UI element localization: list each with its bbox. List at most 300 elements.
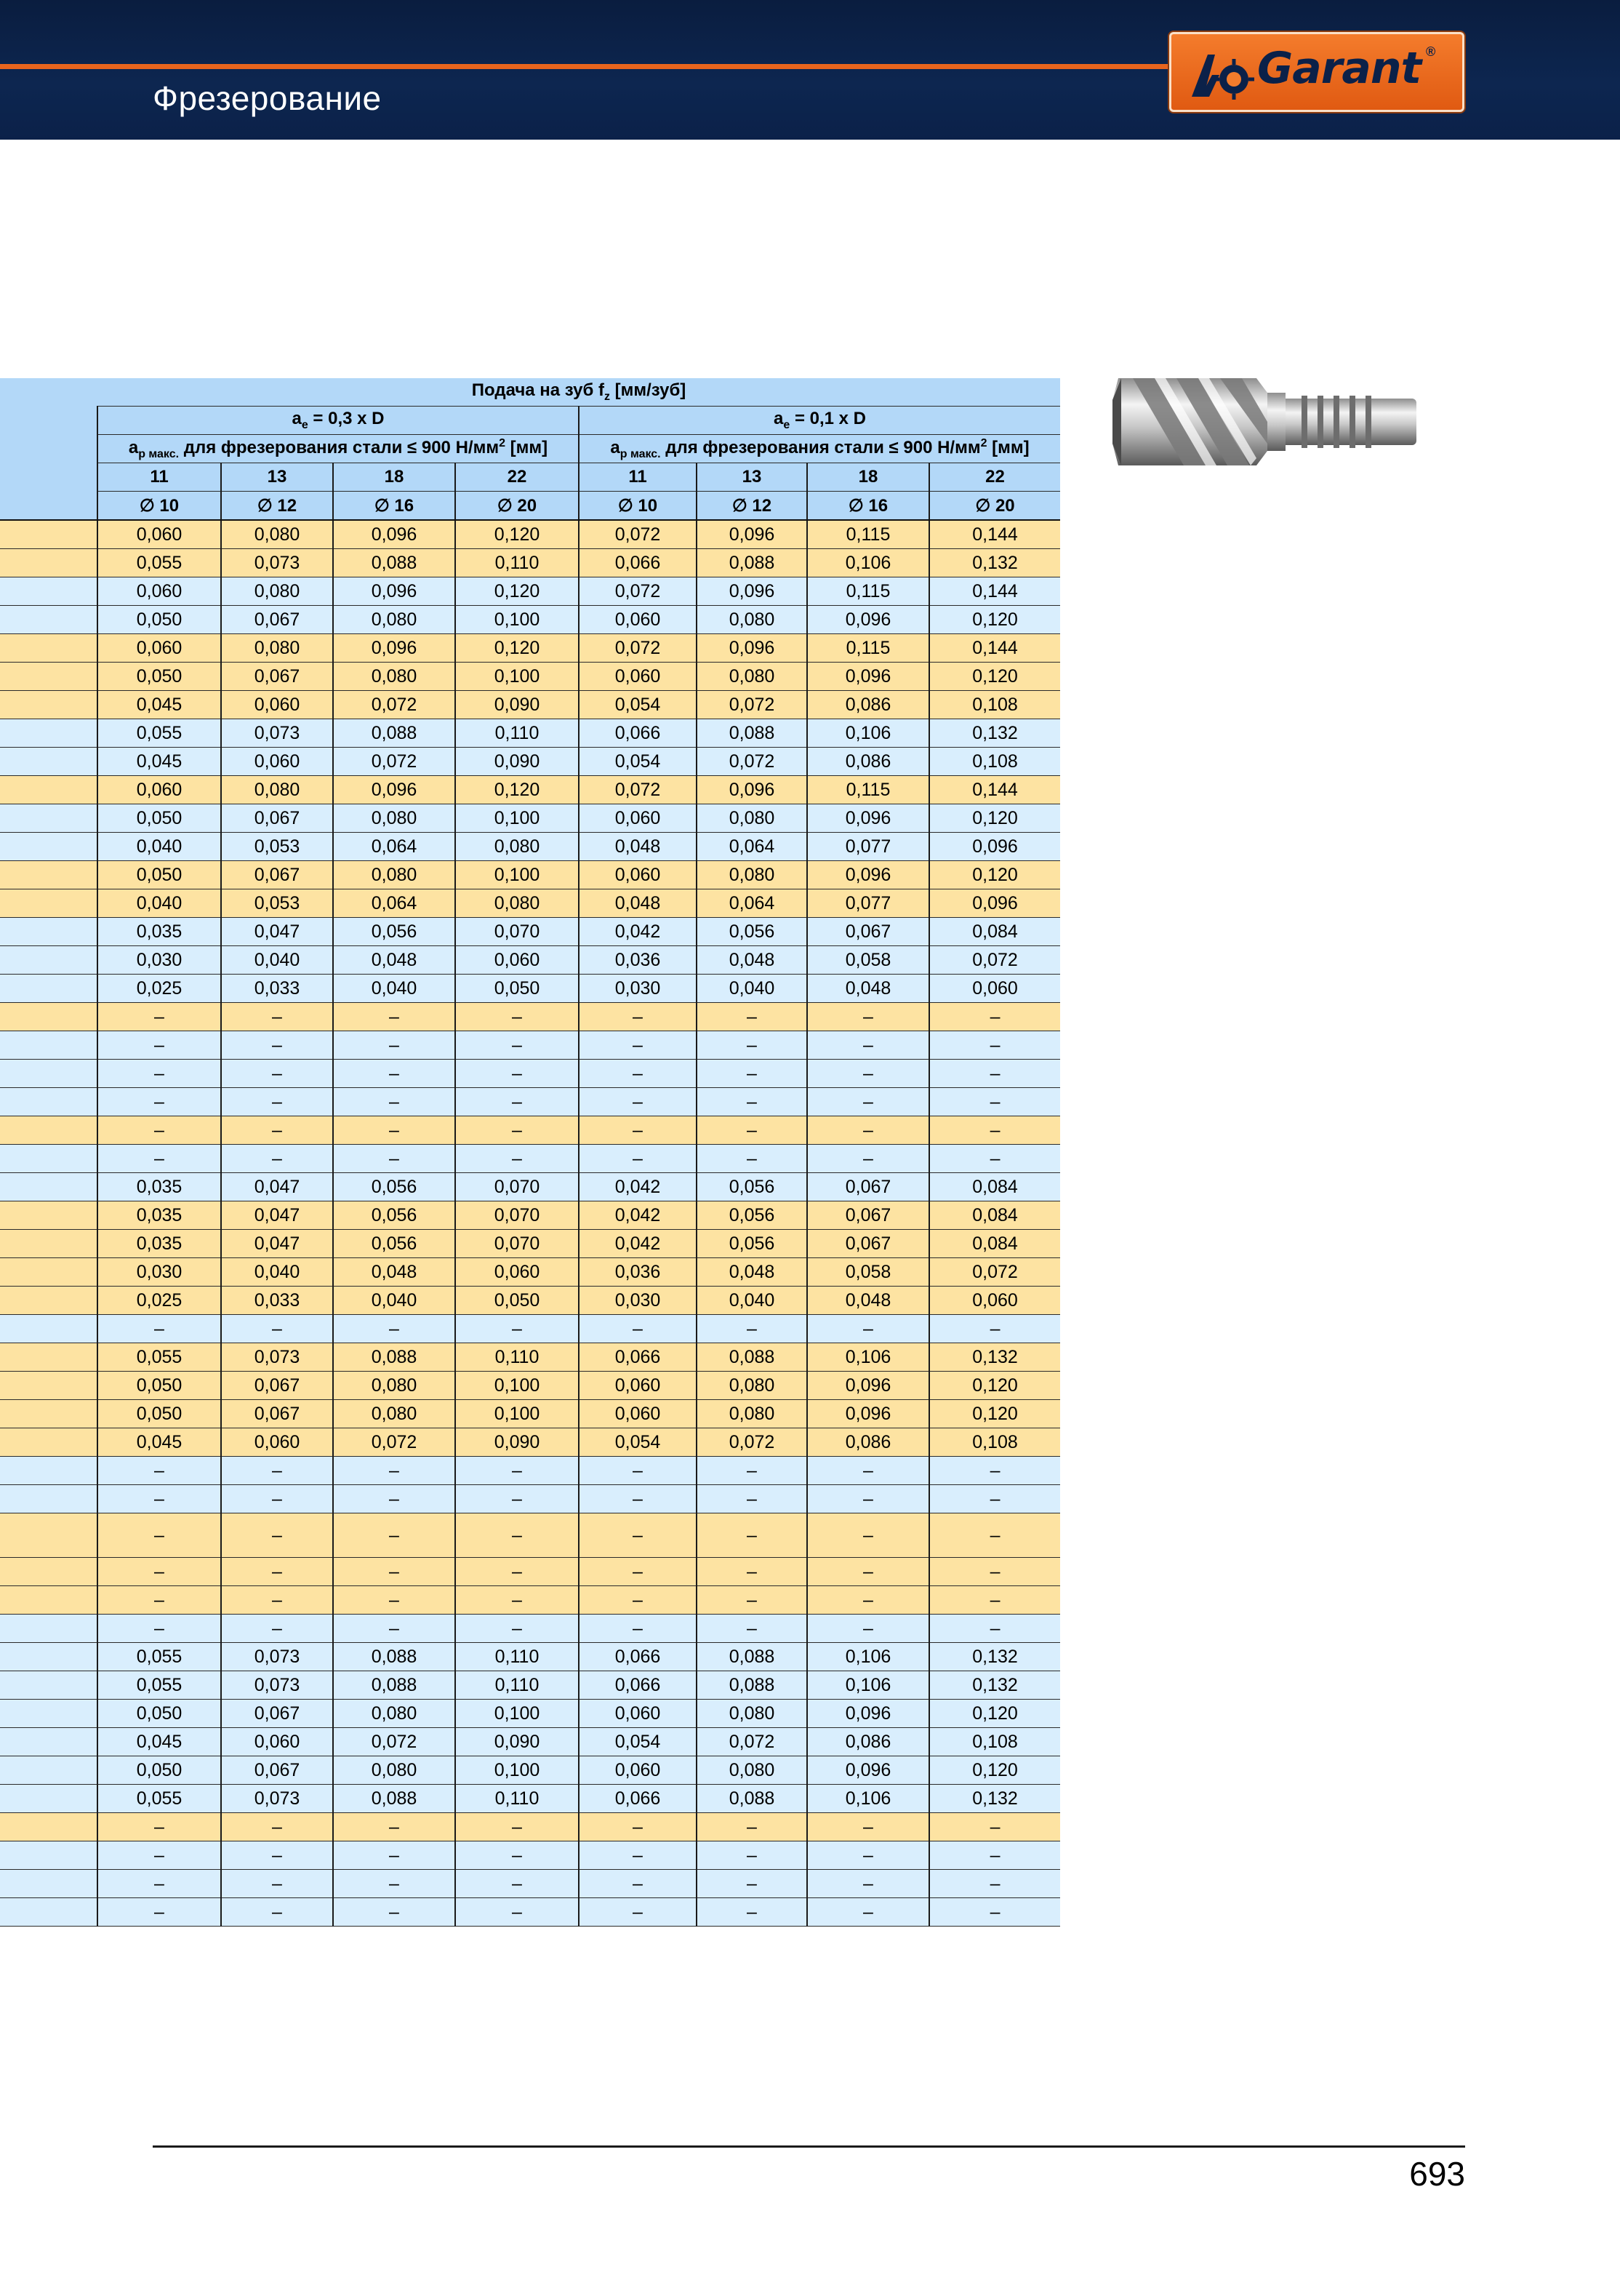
feed-value-cell: 0,048 <box>697 1258 807 1287</box>
feed-value-cell: – <box>333 1485 455 1513</box>
feed-value-cell: 0,048 <box>333 1258 455 1287</box>
table-row <box>0 1173 1060 1201</box>
feed-value-cell: 0,064 <box>697 833 807 861</box>
feed-value-cell: 0,080 <box>333 606 455 634</box>
feed-value-cell: 0,048 <box>807 975 929 1003</box>
milling-cutter-image <box>1111 364 1424 480</box>
table-row <box>0 1700 1060 1728</box>
feed-value-cell: – <box>455 1003 579 1031</box>
feed-value-cell: – <box>97 1841 221 1870</box>
feed-value-cell: 0,086 <box>807 1428 929 1457</box>
row-label-cell <box>0 1230 97 1258</box>
feed-value-cell: – <box>807 1315 929 1343</box>
feed-value-cell: 0,054 <box>579 1728 697 1756</box>
feed-value-cell: – <box>929 1841 1060 1870</box>
table-row <box>0 975 1060 1003</box>
feed-value-cell: 0,072 <box>697 691 807 719</box>
feed-value-cell: 0,144 <box>929 520 1060 549</box>
table-row <box>0 946 1060 975</box>
feed-value-cell: 0,088 <box>333 1785 455 1813</box>
feed-value-cell: – <box>697 1841 807 1870</box>
feed-value-cell: – <box>929 1060 1060 1088</box>
feed-value-cell: – <box>221 1145 333 1173</box>
feed-value-cell: 0,033 <box>221 975 333 1003</box>
feed-value-cell: 0,048 <box>579 833 697 861</box>
feed-value-cell: – <box>455 1145 579 1173</box>
feed-value-cell: – <box>221 1513 333 1558</box>
feed-value-cell: 0,096 <box>807 1400 929 1428</box>
feed-value-cell: – <box>333 1870 455 1898</box>
feed-value-cell: 0,033 <box>221 1287 333 1315</box>
feed-value-cell: 0,108 <box>929 748 1060 776</box>
feed-value-cell: – <box>579 1586 697 1615</box>
feed-value-cell: 0,096 <box>333 776 455 804</box>
feed-value-cell: – <box>579 1615 697 1643</box>
row-label-cell <box>0 1615 97 1643</box>
feed-value-cell: 0,100 <box>455 861 579 889</box>
feed-value-cell: – <box>929 1586 1060 1615</box>
feed-value-cell: 0,066 <box>579 719 697 748</box>
feed-value-cell: – <box>929 1813 1060 1841</box>
row-label-cell <box>0 1116 97 1145</box>
feed-value-cell: 0,035 <box>97 1173 221 1201</box>
feed-value-cell: 0,055 <box>97 1785 221 1813</box>
feed-value-cell: – <box>333 1558 455 1586</box>
row-label-cell <box>0 804 97 833</box>
feed-value-cell: 0,080 <box>455 833 579 861</box>
feed-value-cell: 0,035 <box>97 918 221 946</box>
feed-value-cell: – <box>697 1485 807 1513</box>
feed-value-cell: 0,120 <box>929 663 1060 691</box>
feed-value-cell: 0,086 <box>807 691 929 719</box>
feed-value-cell: – <box>221 1870 333 1898</box>
feed-value-cell: 0,030 <box>579 1287 697 1315</box>
table-row <box>0 1785 1060 1813</box>
row-label-cell <box>0 1586 97 1615</box>
feed-value-cell: 0,060 <box>579 1372 697 1400</box>
garant-logo-text: Garant <box>1257 43 1421 94</box>
feed-value-cell: – <box>579 1870 697 1898</box>
feed-value-cell: 0,060 <box>455 946 579 975</box>
row-label-cell <box>0 549 97 577</box>
row-label-cell <box>0 776 97 804</box>
table-row <box>0 748 1060 776</box>
feed-value-cell: 0,055 <box>97 719 221 748</box>
feed-value-cell: 0,100 <box>455 1372 579 1400</box>
table-row <box>0 861 1060 889</box>
feed-value-cell: 0,030 <box>579 975 697 1003</box>
feed-value-cell: – <box>929 1485 1060 1513</box>
feed-value-cell: 0,132 <box>929 719 1060 748</box>
feed-value-cell: – <box>97 1586 221 1615</box>
feed-value-cell: 0,055 <box>97 1343 221 1372</box>
feed-value-cell: 0,100 <box>455 1700 579 1728</box>
table-row <box>0 1513 1060 1558</box>
feed-value-cell: – <box>333 1145 455 1173</box>
feed-value-cell: 0,106 <box>807 549 929 577</box>
feed-value-cell: 0,064 <box>333 833 455 861</box>
feed-value-cell: 0,070 <box>455 1173 579 1201</box>
feed-value-cell: 0,108 <box>929 1728 1060 1756</box>
feed-value-cell: 0,080 <box>697 1400 807 1428</box>
row-label-cell <box>0 1088 97 1116</box>
table-row <box>0 1400 1060 1428</box>
feed-value-cell: 0,030 <box>97 1258 221 1287</box>
feed-value-cell: 0,060 <box>579 663 697 691</box>
feed-value-cell: – <box>455 1457 579 1485</box>
feed-value-cell: – <box>221 1558 333 1586</box>
table-row <box>0 1870 1060 1898</box>
feed-value-cell: 0,060 <box>929 975 1060 1003</box>
feed-value-cell: 0,040 <box>333 1287 455 1315</box>
feed-value-cell: – <box>579 1558 697 1586</box>
feed-value-cell: 0,100 <box>455 804 579 833</box>
feed-value-cell: 0,096 <box>929 889 1060 918</box>
feed-value-cell: 0,067 <box>221 861 333 889</box>
feed-value-cell: 0,060 <box>455 1258 579 1287</box>
feed-value-cell: 0,106 <box>807 1643 929 1671</box>
feed-value-cell: 0,036 <box>579 1258 697 1287</box>
feed-value-cell: 0,100 <box>455 663 579 691</box>
feed-value-cell: – <box>333 1031 455 1060</box>
feed-value-cell: 0,110 <box>455 1671 579 1700</box>
feed-value-cell: 0,080 <box>221 634 333 663</box>
feed-value-cell: – <box>455 1513 579 1558</box>
table-row <box>0 1201 1060 1230</box>
feed-value-cell: 0,067 <box>807 1173 929 1201</box>
diameter-value: ∅ 20 <box>455 492 579 521</box>
feed-value-cell: – <box>221 1031 333 1060</box>
row-label-cell <box>0 975 97 1003</box>
table-row <box>0 1060 1060 1088</box>
feed-value-cell: – <box>929 1615 1060 1643</box>
feed-value-cell: 0,088 <box>697 549 807 577</box>
feed-value-cell: – <box>929 1898 1060 1927</box>
feed-value-cell: – <box>221 1088 333 1116</box>
row-label-cell <box>0 1643 97 1671</box>
feed-value-cell: – <box>929 1870 1060 1898</box>
feed-value-cell: 0,090 <box>455 748 579 776</box>
feed-value-cell: – <box>455 1031 579 1060</box>
table-row <box>0 1756 1060 1785</box>
feed-value-cell: 0,120 <box>455 776 579 804</box>
feed-value-cell: 0,110 <box>455 1785 579 1813</box>
feed-value-cell: 0,066 <box>579 549 697 577</box>
feed-value-cell: 0,144 <box>929 776 1060 804</box>
row-label-cell <box>0 1400 97 1428</box>
feed-value-cell: – <box>579 1841 697 1870</box>
row-label-cell <box>0 918 97 946</box>
feed-value-cell: 0,090 <box>455 691 579 719</box>
row-label-cell <box>0 1173 97 1201</box>
feed-value-cell: – <box>455 1586 579 1615</box>
row-label-cell <box>0 1700 97 1728</box>
feed-value-cell: 0,106 <box>807 1343 929 1372</box>
diameter-value: ∅ 16 <box>807 492 929 521</box>
feed-value-cell: – <box>807 1145 929 1173</box>
ap-label-2: $a_{p макс.}$ для фрезерования стали ≤ 900 $Н/мм^2$ [мм] <box>579 435 1060 463</box>
feed-value-cell: – <box>97 1558 221 1586</box>
feed-value-cell: 0,096 <box>929 833 1060 861</box>
row-label-cell <box>0 889 97 918</box>
feed-value-cell: 0,050 <box>97 1756 221 1785</box>
feed-value-cell: – <box>97 1315 221 1343</box>
feed-value-cell: 0,096 <box>333 634 455 663</box>
feed-value-cell: – <box>697 1898 807 1927</box>
feed-value-cell: 0,115 <box>807 520 929 549</box>
section-title: Фрезерование <box>153 79 382 117</box>
feed-value-cell: 0,055 <box>97 549 221 577</box>
feed-value-cell: 0,047 <box>221 1173 333 1201</box>
page-header <box>0 0 1620 140</box>
feed-value-cell: 0,056 <box>333 1230 455 1258</box>
feed-value-cell: 0,120 <box>929 1372 1060 1400</box>
feed-value-cell: – <box>97 1813 221 1841</box>
feed-value-cell: – <box>697 1870 807 1898</box>
feed-value-cell: – <box>221 1003 333 1031</box>
table-title: Подача на зуб $f_z$ [мм/зуб] <box>97 378 1060 407</box>
feed-value-cell: 0,056 <box>333 918 455 946</box>
table-row <box>0 1586 1060 1615</box>
feed-value-cell: 0,054 <box>579 748 697 776</box>
feed-value-cell: – <box>807 1558 929 1586</box>
row-label-cell <box>0 1060 97 1088</box>
feed-value-cell: – <box>807 1615 929 1643</box>
feed-value-cell: – <box>455 1485 579 1513</box>
row-label-cell <box>0 577 97 606</box>
feed-value-cell: 0,060 <box>579 1700 697 1728</box>
feed-value-cell: – <box>697 1116 807 1145</box>
feed-value-cell: – <box>697 1558 807 1586</box>
feed-value-cell: 0,040 <box>697 1287 807 1315</box>
feed-value-cell: 0,080 <box>455 889 579 918</box>
row-label-cell <box>0 1201 97 1230</box>
feed-value-cell: 0,108 <box>929 691 1060 719</box>
table-row <box>0 1428 1060 1457</box>
feed-value-cell: 0,100 <box>455 606 579 634</box>
table-row <box>0 1643 1060 1671</box>
feed-value-cell: 0,040 <box>333 975 455 1003</box>
feed-value-cell: – <box>333 1813 455 1841</box>
table-row <box>0 1372 1060 1400</box>
feed-value-cell: 0,070 <box>455 1230 579 1258</box>
ap-value: 22 <box>929 463 1060 492</box>
feed-value-cell: 0,053 <box>221 833 333 861</box>
feed-value-cell: 0,080 <box>221 776 333 804</box>
feed-value-cell: – <box>579 1813 697 1841</box>
feed-value-cell: 0,072 <box>333 1428 455 1457</box>
feed-rate-table <box>0 378 1060 1927</box>
feed-value-cell: 0,060 <box>97 634 221 663</box>
row-label-cell <box>0 1485 97 1513</box>
feed-value-cell: 0,096 <box>807 1700 929 1728</box>
header-accent-line <box>0 64 1171 69</box>
row-label-cell <box>0 1428 97 1457</box>
feed-value-cell: 0,060 <box>221 1728 333 1756</box>
feed-value-cell: 0,067 <box>221 663 333 691</box>
feed-value-cell: – <box>807 1841 929 1870</box>
feed-value-cell: 0,054 <box>579 1428 697 1457</box>
feed-value-cell: – <box>455 1558 579 1586</box>
feed-value-cell: 0,072 <box>697 1428 807 1457</box>
feed-value-cell: 0,110 <box>455 1343 579 1372</box>
diameter-value: ∅ 10 <box>97 492 221 521</box>
feed-value-cell: 0,050 <box>455 975 579 1003</box>
row-label-cell <box>0 1558 97 1586</box>
feed-value-cell: 0,047 <box>221 1230 333 1258</box>
feed-value-cell: – <box>97 1457 221 1485</box>
table-row <box>0 1728 1060 1756</box>
feed-value-cell: 0,072 <box>929 946 1060 975</box>
feed-value-cell: 0,080 <box>333 1700 455 1728</box>
feed-value-cell: 0,040 <box>97 833 221 861</box>
feed-value-cell: 0,042 <box>579 918 697 946</box>
feed-value-cell: 0,050 <box>97 1372 221 1400</box>
feed-value-cell: 0,080 <box>221 577 333 606</box>
footer-rule <box>153 2145 1465 2148</box>
row-label-cell <box>0 1145 97 1173</box>
feed-value-cell: 0,045 <box>97 1728 221 1756</box>
feed-value-cell: – <box>579 1145 697 1173</box>
feed-value-cell: – <box>929 1031 1060 1060</box>
feed-value-cell: – <box>807 1813 929 1841</box>
feed-value-cell: 0,080 <box>333 804 455 833</box>
table-row <box>0 719 1060 748</box>
ap-label-row <box>0 435 1060 463</box>
feed-value-cell: 0,108 <box>929 1428 1060 1457</box>
feed-value-cell: 0,066 <box>579 1643 697 1671</box>
feed-value-cell: 0,110 <box>455 1643 579 1671</box>
feed-value-cell: 0,060 <box>579 606 697 634</box>
feed-value-cell: 0,036 <box>579 946 697 975</box>
ap-value: 13 <box>221 463 333 492</box>
feed-value-cell: 0,106 <box>807 719 929 748</box>
row-label-cell <box>0 663 97 691</box>
feed-value-cell: 0,080 <box>333 663 455 691</box>
feed-value-cell: 0,077 <box>807 889 929 918</box>
feed-value-cell: 0,050 <box>97 1700 221 1728</box>
feed-value-cell: 0,132 <box>929 1671 1060 1700</box>
feed-value-cell: – <box>807 1031 929 1060</box>
feed-value-cell: 0,096 <box>807 1756 929 1785</box>
ae-group-2: $a_e = 0,1$ x D <box>579 407 1060 435</box>
feed-value-cell: 0,144 <box>929 577 1060 606</box>
feed-value-cell: – <box>97 1116 221 1145</box>
table-row <box>0 663 1060 691</box>
feed-value-cell: 0,072 <box>579 634 697 663</box>
feed-value-cell: 0,048 <box>333 946 455 975</box>
feed-value-cell: 0,025 <box>97 975 221 1003</box>
feed-value-cell: – <box>579 1457 697 1485</box>
feed-value-cell: – <box>929 1558 1060 1586</box>
feed-value-cell: 0,042 <box>579 1230 697 1258</box>
feed-value-cell: – <box>455 1315 579 1343</box>
feed-value-cell: – <box>697 1513 807 1558</box>
table-row <box>0 1145 1060 1173</box>
ap-value: 11 <box>97 463 221 492</box>
feed-value-cell: 0,120 <box>455 520 579 549</box>
feed-value-cell: – <box>697 1615 807 1643</box>
feed-value-cell: 0,080 <box>697 861 807 889</box>
feed-value-cell: 0,144 <box>929 634 1060 663</box>
feed-value-cell: 0,106 <box>807 1785 929 1813</box>
feed-value-cell: 0,072 <box>333 1728 455 1756</box>
table-row <box>0 889 1060 918</box>
page-number: 693 <box>1409 2155 1465 2193</box>
feed-value-cell: 0,072 <box>333 748 455 776</box>
feed-value-cell: – <box>697 1457 807 1485</box>
row-label-cell <box>0 1671 97 1700</box>
feed-value-cell: 0,132 <box>929 1785 1060 1813</box>
table-row <box>0 1003 1060 1031</box>
feed-value-cell: 0,088 <box>333 1671 455 1700</box>
feed-value-cell: 0,054 <box>579 691 697 719</box>
feed-value-cell: 0,072 <box>579 577 697 606</box>
feed-value-cell: 0,056 <box>333 1173 455 1201</box>
feed-value-cell: 0,055 <box>97 1643 221 1671</box>
feed-value-cell: 0,080 <box>697 804 807 833</box>
feed-value-cell: 0,120 <box>929 1700 1060 1728</box>
feed-value-cell: 0,088 <box>697 719 807 748</box>
table-row <box>0 577 1060 606</box>
table-row <box>0 549 1060 577</box>
feed-value-cell: – <box>807 1088 929 1116</box>
feed-value-cell: – <box>929 1145 1060 1173</box>
feed-value-cell: 0,055 <box>97 1671 221 1700</box>
feed-value-cell: – <box>579 1116 697 1145</box>
feed-value-cell: – <box>929 1513 1060 1558</box>
feed-value-cell: – <box>97 1003 221 1031</box>
feed-value-cell: 0,088 <box>697 1343 807 1372</box>
feed-value-cell: 0,084 <box>929 1230 1060 1258</box>
feed-value-cell: 0,120 <box>929 606 1060 634</box>
feed-value-cell: – <box>455 1841 579 1870</box>
feed-value-cell: – <box>455 1088 579 1116</box>
feed-value-cell: – <box>97 1870 221 1898</box>
feed-value-cell: 0,088 <box>697 1643 807 1671</box>
feed-value-cell: 0,120 <box>455 634 579 663</box>
feed-value-cell: 0,060 <box>221 748 333 776</box>
feed-value-cell: – <box>221 1586 333 1615</box>
feed-value-cell: 0,066 <box>579 1785 697 1813</box>
feed-value-cell: 0,042 <box>579 1201 697 1230</box>
feed-value-cell: 0,073 <box>221 549 333 577</box>
feed-value-cell: – <box>697 1031 807 1060</box>
table-row <box>0 804 1060 833</box>
feed-value-cell: 0,067 <box>221 1372 333 1400</box>
table-row <box>0 1230 1060 1258</box>
feed-value-cell: 0,060 <box>221 691 333 719</box>
feed-value-cell: 0,115 <box>807 776 929 804</box>
feed-value-cell: 0,080 <box>333 861 455 889</box>
feed-value-cell: 0,060 <box>97 776 221 804</box>
feed-value-cell: – <box>455 1898 579 1927</box>
feed-value-cell: – <box>697 1315 807 1343</box>
table-row <box>0 1558 1060 1586</box>
feed-value-cell: – <box>697 1145 807 1173</box>
table-row <box>0 1841 1060 1870</box>
feed-value-cell: – <box>455 1615 579 1643</box>
feed-value-cell: 0,056 <box>333 1201 455 1230</box>
ap-value: 18 <box>807 463 929 492</box>
feed-value-cell: 0,040 <box>221 1258 333 1287</box>
feed-value-cell: 0,080 <box>697 1700 807 1728</box>
feed-value-cell: – <box>97 1145 221 1173</box>
feed-value-cell: 0,067 <box>807 1230 929 1258</box>
table-row <box>0 1813 1060 1841</box>
feed-value-cell: 0,110 <box>455 549 579 577</box>
feed-value-cell: 0,035 <box>97 1201 221 1230</box>
